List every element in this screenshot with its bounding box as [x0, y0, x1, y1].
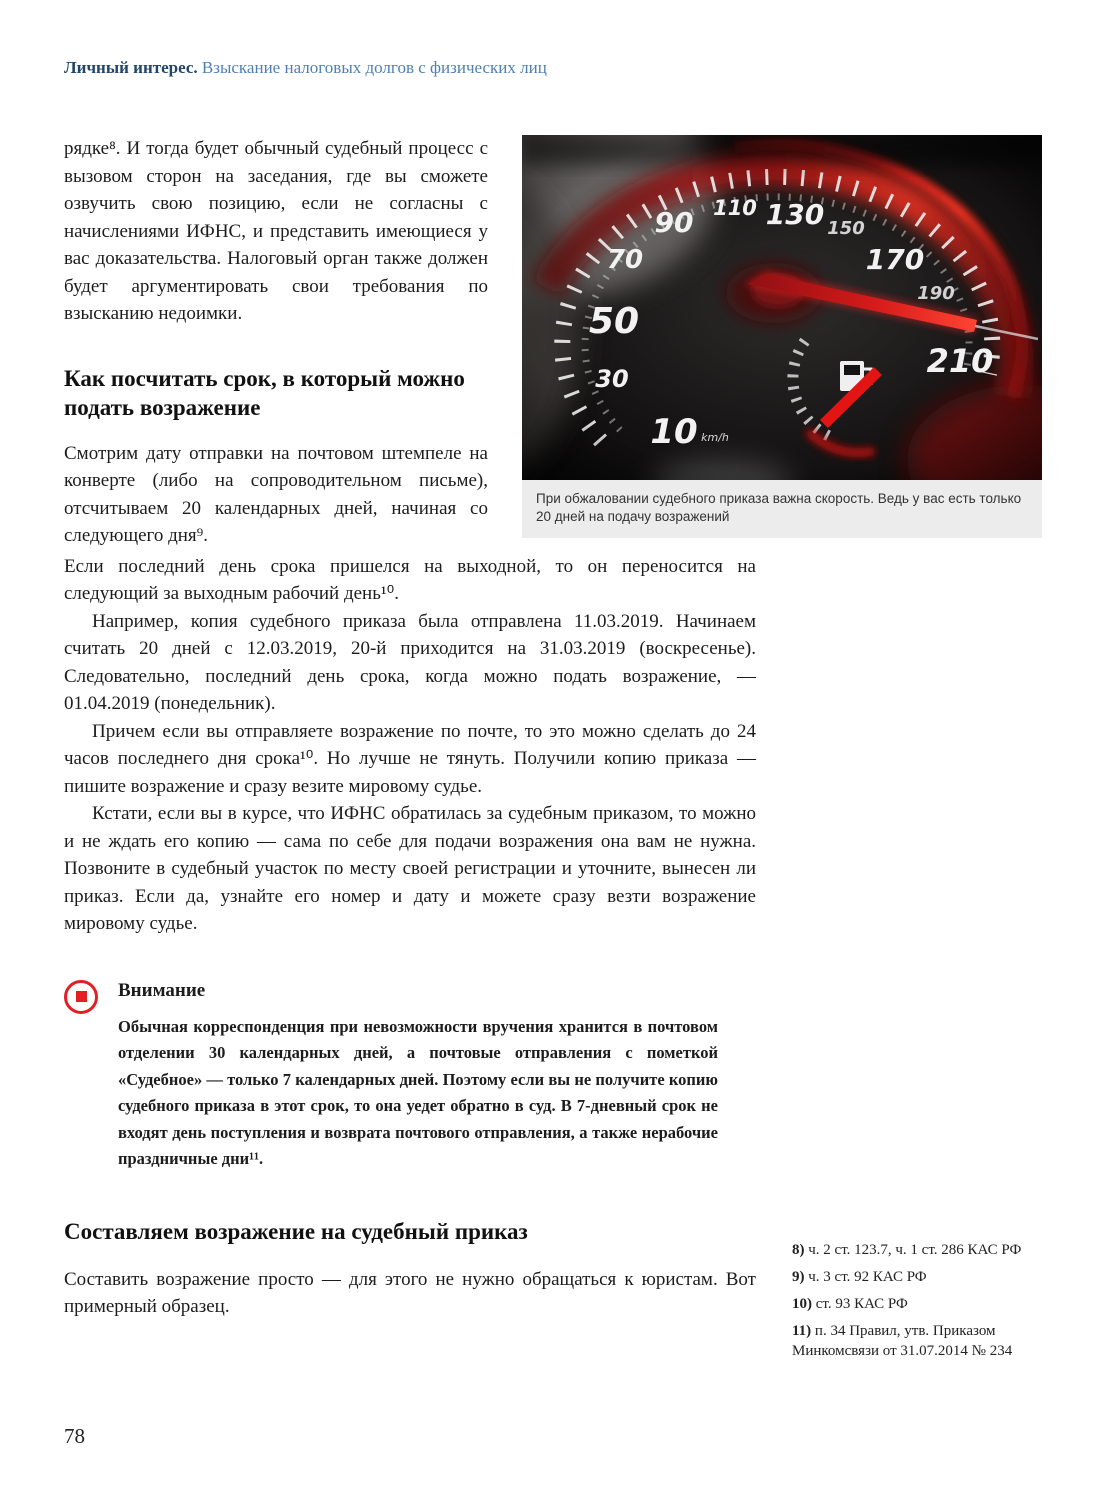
attention-body: Обычная корреспонденция при невозможности вручения хранится в почтовом отделении 30 календарных дней, а почтовые отправления с пометкой «Судебное» — только 7 календарных дней. Поэтому если вы не получите копию судебного приказа в этот срок, то она уедет обратно в суд. В 7-дневный срок не входят день поступления и возврата почтового отправления, а также нерабочие праздничные дни¹¹. — [118, 1016, 718, 1168]
footnote-text: ч. 3 ст. 92 КАС РФ — [808, 1269, 927, 1285]
footnote-item — [792, 1240, 1048, 1260]
footnote-text: п. 34 Правил, утв. Приказом Минкомсвязи от 31.07.2014 № 234 — [792, 1323, 1013, 1359]
page-number: 78 — [64, 1424, 85, 1448]
speedometer-photo — [522, 135, 1042, 480]
speedometer-illustration — [522, 135, 1042, 480]
paragraph-example: Например, копия судебного приказа была отправлена 11.03.2019. Начинаем считать 20 дней с 12.03.2019, 20-й приходится на 31.03.2019 (воскресенье). Следовательно, последний день срока, когда можно подать возражение, — 01.04.2019 (понедельник). — [64, 610, 756, 714]
footnote-number: 10) — [792, 1296, 812, 1312]
paragraph-mail: Причем если вы отправляете возражение по почте, то это можно сделать до 24 часов последнего дня срока¹⁰. Но лучше не тянуть. Получили копию приказа — пишите возражение и сразу везите мировому судье. — [64, 720, 756, 797]
footnote-item — [792, 1294, 1048, 1314]
speedometer-figure — [522, 135, 1042, 538]
footnotes — [792, 1240, 1048, 1368]
top-section — [64, 135, 1040, 550]
section-heading-deadline: Как посчитать срок, в который можно подать возражение — [64, 365, 465, 420]
footnote-text: ст. 93 КАС РФ — [815, 1296, 908, 1312]
paragraph-tip: Кстати, если вы в курсе, что ИФНС обратилась за судебным приказом, то можно и не ждать его копию — сама по себе для подачи возражения она вам не нужна. Позвоните в судебный участок по месту своей регистрации и уточните, вынесен ли приказ. Если да, узнайте его номер и дату и можете сразу везти возражение мировому судье. — [64, 803, 756, 934]
header-section-title: Личный интерес. — [64, 58, 198, 77]
footnote-item — [792, 1321, 1048, 1361]
footnote-number: 11) — [792, 1323, 812, 1339]
top-shadow — [522, 135, 1042, 165]
paragraph-postmark: Смотрим дату отправки на почтовом штемпеле на конверте (либо на сопроводительном письме), отсчитываем 20 календарных дней, начиная со следующего дня⁹. — [64, 442, 488, 546]
intro-paragraph: рядке⁸. И тогда будет обычный судебный процесс с вызовом сторон на заседания, где вы сможете озвучить свою позицию, если не согласны с начислениями ИФНС, и представить имеющиеся у вас доказательства. Налоговый орган также должен будет аргументировать свои требования по взысканию недоимки. — [64, 138, 488, 324]
page-header — [64, 57, 1040, 79]
attention-block — [64, 978, 724, 1173]
paragraph-final: Составить возражение просто — для этого не нужно обращаться к юристам. Вот примерный образец. — [64, 1268, 756, 1317]
attention-title: Внимание — [118, 979, 206, 1001]
header-subtitle: Взыскание налоговых долгов с физических лиц — [197, 58, 547, 77]
paragraph-weekend: Если последний день срока пришелся на выходной, то он переносится на следующий за выходным рабочий день¹⁰. — [64, 555, 756, 604]
attention-icon-square — [76, 991, 87, 1002]
section-heading-objection: Составляем возражение на судебный приказ — [64, 1218, 528, 1244]
footnote-number: 8) — [792, 1242, 805, 1258]
right-column — [522, 135, 1042, 538]
attention-icon — [64, 980, 98, 1014]
attention-text — [118, 978, 718, 1173]
main-text-flow — [64, 553, 756, 938]
vignette-overlay — [522, 135, 1042, 480]
left-column — [64, 135, 488, 550]
figure-caption: При обжаловании судебного приказа важна скорость. Ведь у вас есть только 20 дней на подачу возражений — [522, 480, 1042, 538]
footnote-number: 9) — [792, 1269, 805, 1285]
footnote-text: ч. 2 ст. 123.7, ч. 1 ст. 286 КАС РФ — [808, 1242, 1022, 1258]
footnote-item — [792, 1267, 1048, 1287]
